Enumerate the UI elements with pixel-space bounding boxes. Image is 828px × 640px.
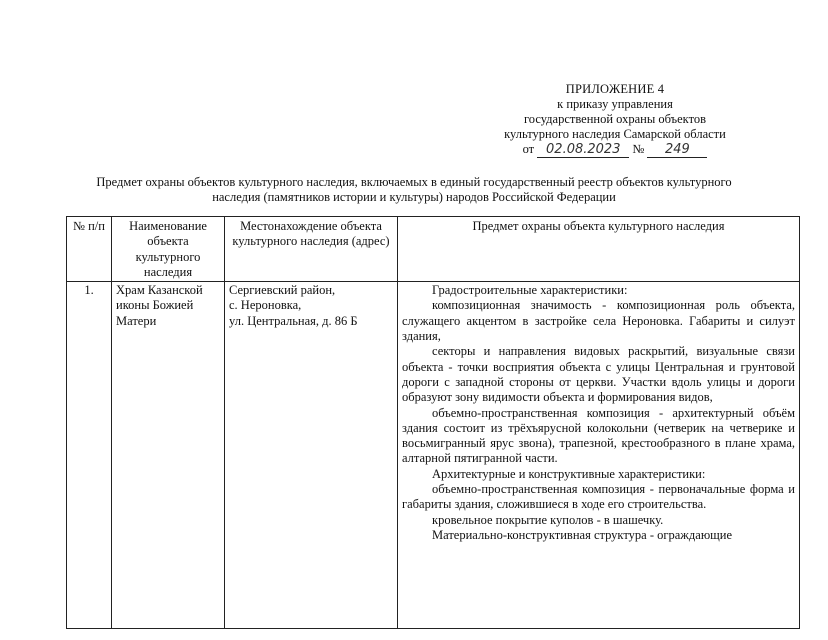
table-header-row [67,217,800,282]
subject-paragraph: объемно-пространственная композиция - первоначальные форма и габариты здания, сложившиеся в ходе его строительства. [402,482,795,512]
column-header-address: Местонахождение объекта культурного наследия (адрес) [225,217,398,282]
handwritten-date: 02.08.2023 [537,143,629,158]
subject-paragraph: Градостроительные характеристики: [432,283,628,298]
column-header-subject: Предмет охраны объекта культурного наследия [398,217,800,282]
appendix-header [470,82,760,158]
order-date-number [470,142,760,158]
subject-paragraph: Материально-конструктивная структура - ограждающие [432,527,733,542]
table-row [67,282,800,629]
heading-line: Предмет охраны объектов культурного наследия, включаемых в единый государственный реестр объектов культурного [96,175,732,189]
number-prefix: № [632,142,645,156]
column-header-number: № п/п [67,217,112,282]
row-number: 1. [67,282,112,629]
handwritten-number: 249 [647,143,707,158]
address-line: ул. Центральная, д. 86 Б [229,313,358,328]
subject-paragraph: секторы и направления видовых раскрытий, визуальные связи объекта - точки восприятия объекта с улицы Центральная и грунтовой дороги с западной стороны от церкви. Участки вдоль улицы и дороги образуют зону видимости объекта и формирования видов, [402,344,795,405]
address-line: с. Нероновка, [229,298,302,313]
column-header-name: Наименование объекта культурного наследия [112,217,225,282]
appendix-line: культурного наследия Самарской области [504,127,726,141]
subject-paragraph: кровельное покрытие куполов - в шашечку. [432,512,664,527]
subject-paragraph: композиционная значимость - композиционная роль объекта, служащего акцентом в застройке села Нероновка. Габариты и силуэт здания, [402,298,795,344]
date-prefix: от [522,142,535,156]
register-table [66,216,800,629]
address-line: Сергиевский район, [229,283,336,298]
subject-paragraph: объемно-пространственная композиция - архитектурный объём здания состоит из трёхъярусной колокольни (четверик на четверике и восьмигранный ярус звона), трапезной, крестообразного в плане храма, алтарной пятигранной части. [402,405,795,466]
object-address [225,282,398,629]
appendix-line: государственной охраны объектов [523,112,707,126]
object-name: Храм Казанской иконы Божией Матери [112,282,225,629]
protection-subject [398,282,800,629]
heading-line: наследия (памятников истории и культуры) народов Российской Федерации [212,190,616,204]
appendix-title: ПРИЛОЖЕНИЕ 4 [565,82,665,96]
subject-paragraph: Архитектурные и конструктивные характеристики: [432,466,706,481]
document-heading [60,175,768,205]
appendix-line: к приказу управления [557,97,673,111]
